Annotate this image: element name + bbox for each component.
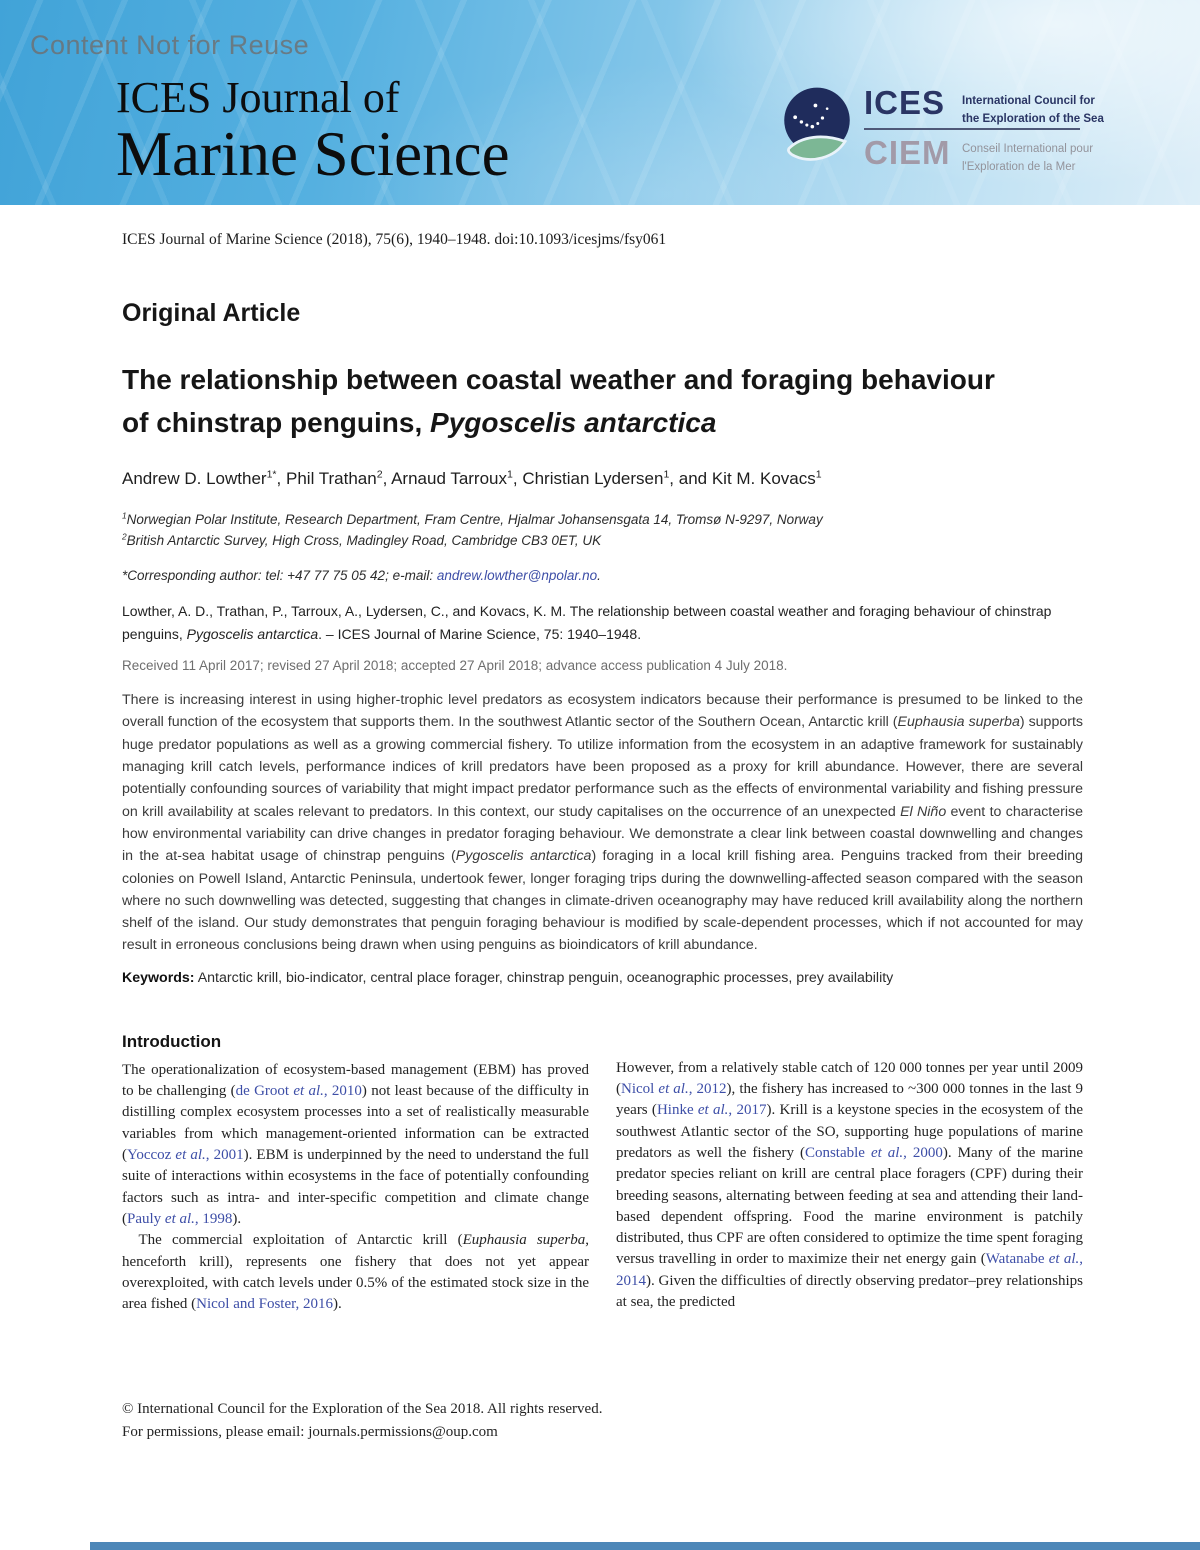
logo-name-english [962, 92, 1104, 129]
text-run: , henceforth krill), represents one fishery that does not yet appear overexploited, with catch levels under 0.5% of the estimated stock size in the area fished ( [122, 1232, 590, 1313]
text-run: British Antarctic Survey, High Cross, Madingley Road, Cambridge CB3 0ET, UK [126, 533, 602, 549]
two-column-body [122, 1030, 1083, 1375]
text-run: ). Krill is a keystone species in the ecosystem of the southwest Atlantic sector of the SO, supporting huge populations of marine predators as well the fishery ( [616, 1102, 1083, 1161]
permissions-line: For permissions, please email: journals.permissions@oup.com [122, 1423, 498, 1440]
text-run: . [597, 567, 601, 583]
text-run: The relationship between coastal weather and foraging behaviour of chinstrap penguins, [122, 364, 995, 439]
logo-acronym-fr: CIEM [864, 134, 951, 171]
text-run: Norwegian Polar Institute, Research Department, Fram Centre, Hjalmar Johansensgata 14, Tromsø N-9297, Norway [126, 511, 823, 527]
affiliation-1 [122, 509, 1083, 531]
text-run: ) foraging in a local krill fishing area. Penguins tracked from their breeding colonies on Powell Island, Antarctic Peninsula, undertook fewer, longer foraging trips during the downwelling-affected season compared with the season where no such downwelling was detected, suggesting that changes in climate-driven oceanography may have reduced krill availability along the northern shelf of the island. Our study demonstrates that penguin foraging behaviour is modified by scale-dependent processes, which if not accounted for may result in erroneous conclusions being drawn when using penguins as bioindicators of krill abundance. [122, 848, 1083, 954]
received-dates-line: Received 11 April 2017; revised 27 April 2018; accepted 27 April 2018; advance access publication 4 July 2018. [122, 658, 788, 674]
text-run: , Christian Lydersen [512, 468, 664, 488]
text-run: 1* [266, 468, 277, 481]
text-run: , Arnaud Tarroux [382, 468, 508, 488]
introduction-heading: Introduction [122, 1031, 222, 1051]
text-run: Lowther, A. D., Trathan, P., Tarroux, A., Lydersen, C., and Kovacs, K. M. The relationship between coastal weather and foraging behaviour of chinstrap penguins, [122, 602, 1052, 643]
text-run: Pygoscelis antarctica [455, 848, 592, 865]
citation-link[interactable]: et al. [164, 1210, 195, 1227]
citation-link[interactable]: , 2012 [688, 1081, 727, 1098]
text-run: , and Kit M. Kovacs [669, 468, 816, 488]
affiliation-2 [122, 530, 1083, 552]
logo-name-en-line1: International Council for [962, 95, 1095, 107]
journal-name-line1: ICES Journal of [116, 73, 400, 122]
citation-link[interactable]: Hinke [656, 1102, 698, 1119]
corresponding-author-line [122, 568, 1083, 583]
citation-link[interactable]: , 2017 [728, 1102, 767, 1119]
text-run: 1 [663, 468, 670, 481]
text-run: ), the fishery has increased to ~300 000 tonnes in the last 9 years ( [616, 1081, 1083, 1119]
keywords-label: Keywords: [122, 969, 195, 986]
text-run: 1 [507, 468, 513, 481]
copyright-line: © International Council for the Exploration of the Sea 2018. All rights reserved. [122, 1401, 603, 1417]
intro-paragraph-2 [122, 1230, 589, 1315]
text-run: *Corresponding author: tel: +47 77 75 05 42; e-mail: [122, 567, 437, 583]
left-column [122, 1030, 589, 1375]
next-page-edge-bar [90, 1542, 1200, 1550]
text-run: There is increasing interest in using higher-trophic level predators as ecosystem indicators because their performance is presumed to be linked to the overall function of the ecosystem that supports them. In the southwest Atlantic sector of the Southern Ocean, Antarctic krill ( [122, 692, 1083, 731]
citation-link[interactable]: de Groot [235, 1083, 294, 1100]
keywords-line [122, 970, 1083, 986]
affiliations [122, 509, 1083, 552]
text-run: Euphausia superba [462, 1232, 586, 1249]
copyright-footer [122, 1398, 602, 1443]
abstract-text [122, 689, 1083, 957]
text-run: Pygoscelis antarctica [430, 407, 717, 439]
text-run: 1 [122, 510, 127, 521]
citation-link[interactable]: , 2000 [903, 1144, 943, 1161]
email-link[interactable]: andrew.lowther@npolar.no [436, 567, 598, 583]
text-run: El Niño [900, 803, 947, 820]
right-column [616, 1030, 1083, 1375]
ices-logo [778, 84, 1118, 194]
citation-link[interactable]: Yoccoz [127, 1147, 176, 1164]
text-run: ) supports huge predator populations as well as a growing commercial fishery. To utilize information from the ecosystem in an adaptive framework for sustainably managing krill catch levels, performance indices of krill predators have been proposed as a proxy for krill abundance. However, there are several potentially confounding sources of variability that might impact predator performance such as the effects of environmental variability and fishing pressure on krill availability at scales relevant to predators. In this context, our study capitalises on the occurrence of an unexpected [122, 714, 1083, 820]
citation-link[interactable]: Nicol [621, 1081, 659, 1098]
citation-link[interactable]: , 2010 [323, 1083, 362, 1100]
author-list [122, 469, 1083, 489]
intro-paragraph-3 [616, 1058, 1083, 1314]
citation-link[interactable]: et al. [175, 1147, 206, 1164]
citation-link[interactable]: Watanabe [985, 1251, 1049, 1268]
text-run: ). Given the difficulties of directly observing predator–prey relationships at sea, the predicted [616, 1272, 1083, 1310]
citation-link[interactable]: et al. [870, 1144, 904, 1161]
text-run: 2 [122, 531, 127, 542]
text-run: Pygoscelis antarctica [186, 626, 319, 643]
text-run: Andrew D. Lowther [122, 468, 267, 488]
journal-citation-line: ICES Journal of Marine Science (2018), 75(6), 1940–1948. doi:10.1093/icesjms/fsy061 [122, 231, 667, 248]
citation-link[interactable]: Constable [804, 1144, 871, 1161]
text-run: ). [333, 1296, 342, 1313]
citation-link[interactable]: et al. [658, 1081, 689, 1098]
citation-link[interactable]: et al. [697, 1102, 729, 1119]
text-run: However, from a relatively stable catch of 120 000 tonnes per year until 2009 ( [616, 1059, 1083, 1098]
article-content [0, 231, 1200, 1375]
citation-link[interactable]: , 2014 [616, 1251, 1083, 1289]
text-run: , Phil Trathan [276, 468, 377, 488]
text-run: 1 [815, 468, 822, 481]
text-run: The operationalization of ecosystem-based management (EBM) has proved to be challenging ( [122, 1061, 589, 1100]
intro-paragraph-1 [122, 1060, 589, 1230]
logo-name-en-line2: the Exploration of the Sea [962, 113, 1104, 126]
text-run: ). Many of the marine predator species reliant on krill are central place foragers (CPF) during their breeding seasons, alternating between feeding at sea and attending their land-based dependent offspring. Food the marine environment is patchily distributed, thus CPF are often considered to optimize the time spent foraging versus travelling in order to maximize their net energy gain ( [616, 1144, 1083, 1268]
text-run: . – ICES Journal of Marine Science, 75: 1940–1948. [318, 626, 642, 643]
article-citation-block [122, 600, 1083, 646]
citation-link[interactable]: et al. [1048, 1251, 1080, 1268]
citation-link[interactable]: et al. [293, 1083, 324, 1100]
citation-link[interactable]: , 1998 [194, 1210, 233, 1227]
watermark-text: Content Not for Reuse [30, 30, 310, 60]
logo-name-fr-line2: l'Exploration de la Mer [962, 161, 1076, 174]
text-run: event to characterise how environmental variability can drive changes in predator foraging behaviour. We demonstrate a clear link between coastal downwelling and changes in the at-sea habitat usage of chinstrap penguins ( [122, 803, 1083, 865]
text-run: ). [232, 1210, 242, 1227]
journal-name-line2: Marine Science [116, 119, 510, 189]
logo-acronym-en: ICES [864, 84, 946, 121]
text-run: Euphausia superba [897, 714, 1020, 731]
article-type-heading: Original Article [122, 299, 301, 327]
logo-name-french [962, 140, 1093, 177]
journal-banner [0, 0, 1200, 205]
logo-name-fr-line1: Conseil International pour [962, 143, 1094, 155]
text-run: ) not least because of the difficulty in distilling complex ecosystem processes into a set of realistically measurable variables from which management-oriented information can be extracted ( [122, 1083, 590, 1164]
text-run: 2 [376, 468, 383, 481]
text-run: The commercial exploitation of Antarctic krill ( [138, 1232, 463, 1249]
citation-link[interactable]: , 2001 [205, 1147, 244, 1164]
text-run: ). EBM is underpinned by the need to understand the full suite of interactions within ecosystems in the face of potentially confounding factors such as intra- and inter-specific competition and climate change ( [122, 1147, 590, 1227]
ices-globe-icon [778, 86, 856, 168]
keywords-text: Antarctic krill, bio-indicator, central place forager, chinstrap penguin, oceanographic processes, prey availability [197, 969, 894, 986]
article-title [122, 358, 1022, 445]
citation-link[interactable]: Nicol and Foster, 2016 [196, 1296, 334, 1313]
citation-link[interactable]: Pauly [127, 1210, 165, 1227]
